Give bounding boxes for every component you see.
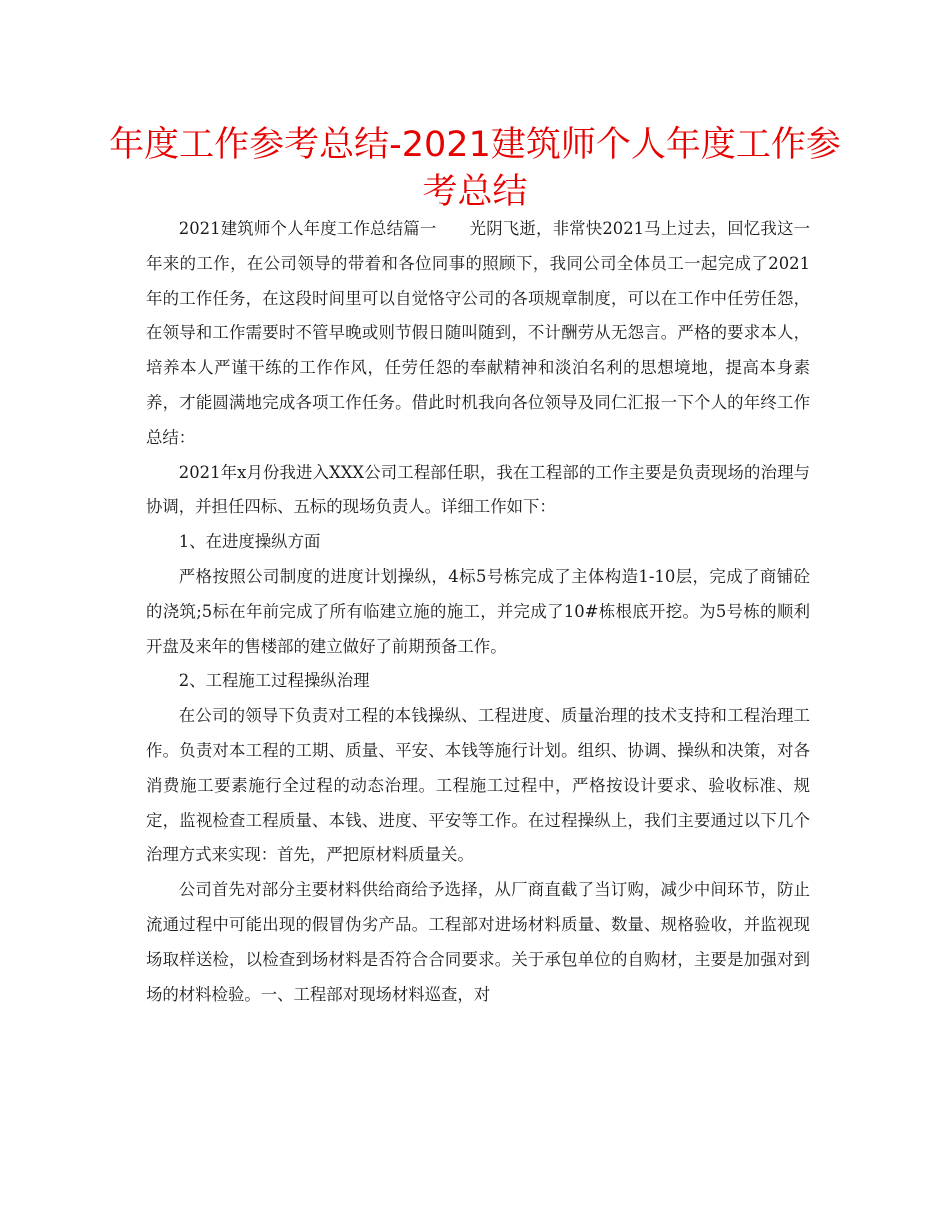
section-heading-construction-management: 2、工程施工过程操纵治理 [178, 671, 370, 691]
section-heading-progress-control: 1、在进度操纵方面 [178, 532, 321, 552]
document-body [146, 212, 810, 1012]
paragraph-construction-management: 在公司的领导下负责对工程的本钱操纵、工程进度、质量治理的技术支持和工程治理工作。负责对本工程的工期、质量、平安、本钱等施行计划。组织、协调、操纵和决策，对各消费施工要素施行全过程的动态治理。工程施工过程中，严格按设计要求、验收标准、规定，监视检查工程质量、本钱、进度、平安等工作。在过程操纵上，我们主要通过以下几个治理方式来实现：首先，严把原材料质量关。 [146, 706, 810, 865]
paragraph-materials: 公司首先对部分主要材料供给商给予选择，从厂商直截了当订购，减少中间环节，防止流通过程中可能出现的假冒伪劣产品。工程部对进场材料质量、数量、规格验收，并监视现场取样送检，以检查到场材料是否符合合同要求。关于承包单位的自购材，主要是加强对到场的材料检验。一、工程部对现场材料巡查，对 [146, 880, 810, 1004]
paragraph-progress-control: 严格按照公司制度的进度计划操纵，4标5号栋完成了主体构造1-10层，完成了商铺砼的浇筑;5标在年前完成了所有临建立施的施工，并完成了10#栋根底开挖。为5号栋的顺利开盘及来年的售楼部的建立做好了前期预备工作。 [146, 566, 810, 656]
document-title: 年度工作参考总结-2021建筑师个人年度工作参考总结 [109, 125, 841, 212]
paragraph-intro: 2021建筑师个人年度工作总结篇一 光阴飞逝，非常快2021马上过去，回忆我这一年来的工作，在公司领导的带着和各位同事的照顾下，我同公司全体员工一起完成了2021年的工作任务，在这段时间里可以自觉恪守公司的各项规章制度，可以在工作中任劳任怨，在领导和工作需要时不管早晚或则节假日随叫随到，不计酬劳从无怨言。严格的要求本人，培养本人严谨干练的工作作风，任劳任怨的奉献精神和淡泊名利的思想境地，提高本身素养，才能圆满地完成各项工作任务。借此时机我向各位领导及同仁汇报一下个人的年终工作总结： [146, 219, 810, 447]
paragraph-job-description: 2021年x月份我进入XXX公司工程部任职，我在工程部的工作主要是负责现场的治理与协调，并担任四标、五标的现场负责人。详细工作如下： [146, 462, 810, 517]
